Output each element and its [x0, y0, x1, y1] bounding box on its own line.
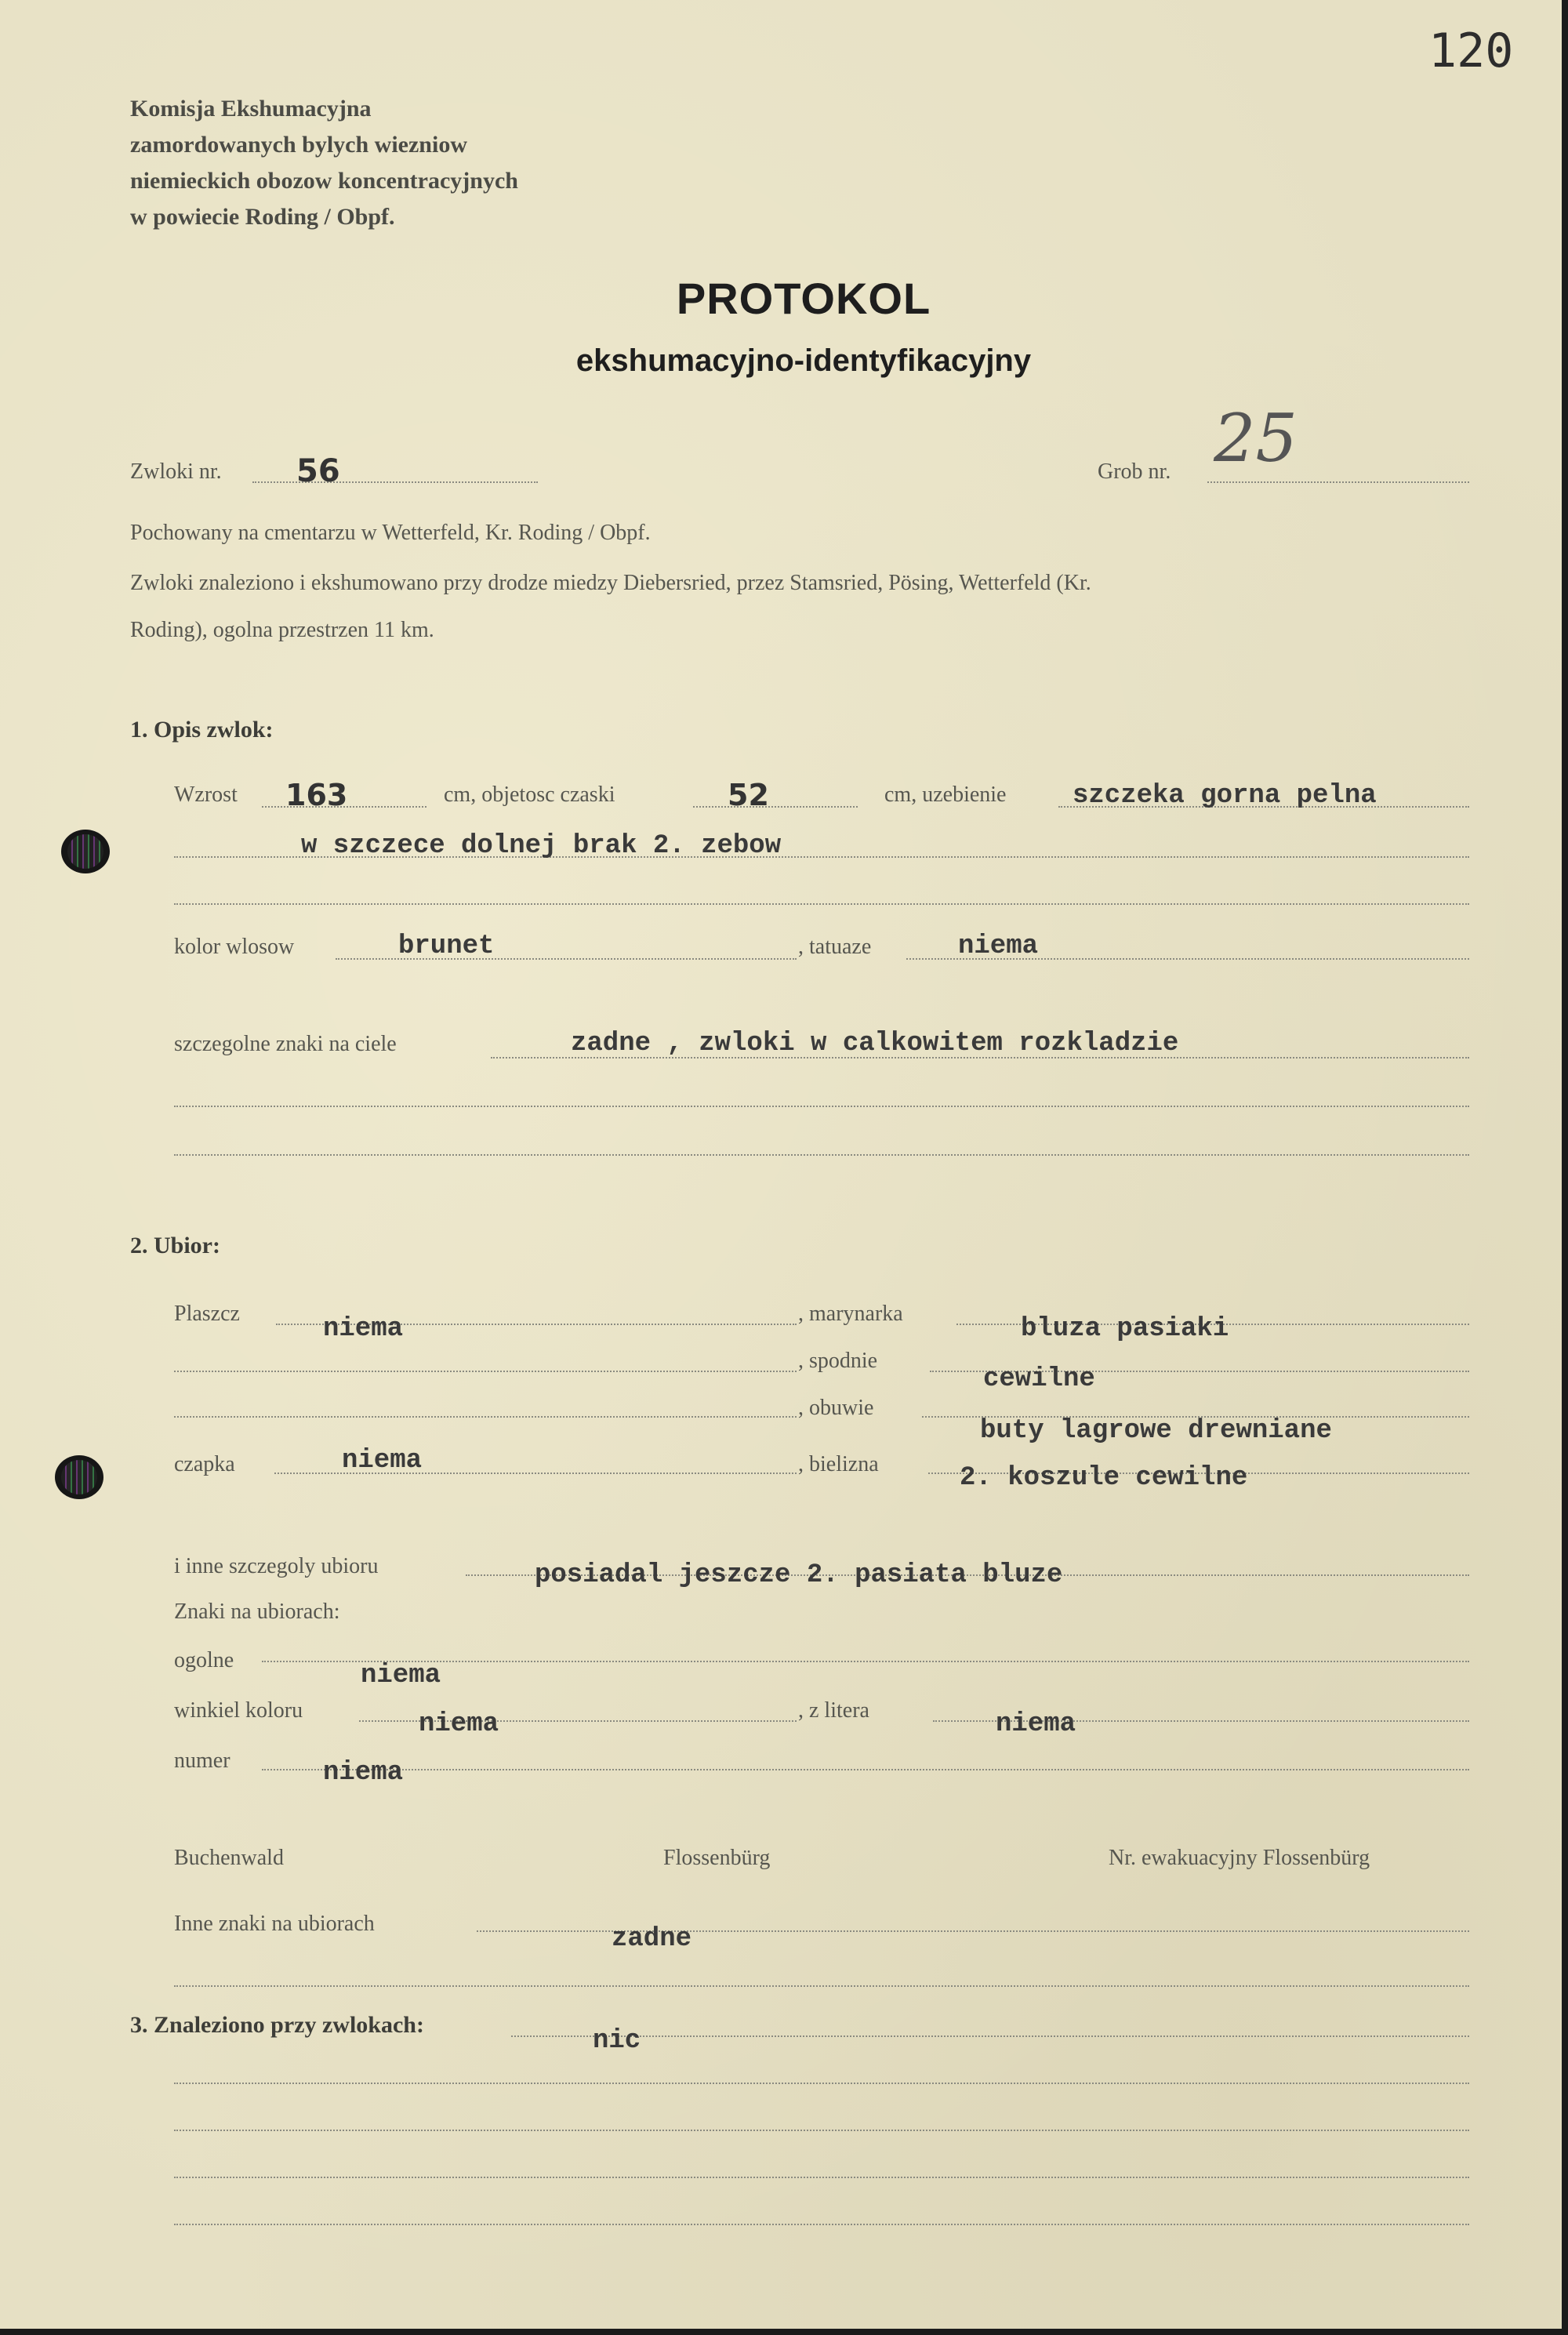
page-number: 120 [1428, 24, 1514, 78]
institution-line-1: Komisja Ekshumacyjna [130, 96, 372, 122]
znaki-value: zadne , zwloki w calkowitem rozkladzie [571, 1029, 1179, 1059]
czaski-label: cm, objetosc czaski [444, 783, 615, 807]
section-1-heading: 1. Opis zwlok: [130, 717, 274, 743]
czapka-label: czapka [174, 1452, 235, 1476]
uzebienie-value-1: szczeka gorna pelna [1073, 781, 1377, 811]
buchenwald-label: Buchenwald [174, 1846, 284, 1870]
czaski-dots [693, 806, 858, 808]
litera-label: , z litera [798, 1698, 869, 1723]
obuwie-value: buty lagrowe drewniane [980, 1416, 1332, 1446]
marynarka-value: bluza pasiaki [1021, 1314, 1229, 1344]
document-title: PROTOKOL [676, 274, 931, 323]
blank-line-6 [174, 2130, 1469, 2131]
section-3-dots [511, 2035, 1469, 2037]
obuwie-label: , obuwie [798, 1396, 874, 1420]
buried-line: Pochowany na cmentarzu w Wetterfeld, Kr. Roding / Obpf. [130, 521, 651, 545]
winkiel-label: winkiel koloru [174, 1698, 303, 1723]
numer-value: niema [323, 1758, 404, 1788]
ogolne-dots [262, 1661, 1469, 1662]
blank-line-1 [174, 903, 1469, 905]
znaki-heading: Znaki na ubiorach: [174, 1600, 340, 1624]
tatuaze-value: niema [958, 931, 1039, 961]
czapka-value: niema [342, 1446, 423, 1476]
czaski-value: 52 [728, 778, 769, 812]
found-line-1: Zwloki znaleziono i ekshumowano przy drodze miedzy Diebersried, przez Stamsried, Pösing, Wetterfeld (Kr. [130, 571, 1091, 595]
wzrost-label: Wzrost [174, 783, 238, 807]
section-3-value: nic [593, 2026, 641, 2056]
ogolne-label: ogolne [174, 1648, 234, 1672]
found-line-2: Roding), ogolna przestrzen 11 km. [130, 618, 434, 642]
spodnie-left-dots [174, 1371, 797, 1372]
tatuaze-label: , tatuaze [798, 935, 872, 959]
punch-hole-upper [61, 830, 110, 873]
spodnie-label: , spodnie [798, 1349, 878, 1373]
zwloki-value: 56 [296, 453, 340, 489]
section-2-heading: 2. Ubior: [130, 1233, 220, 1258]
litera-value: niema [996, 1709, 1076, 1739]
blank-line-4 [174, 1985, 1469, 1987]
inne-label: i inne szczegoly ubioru [174, 1554, 379, 1578]
blank-line-5 [174, 2083, 1469, 2084]
obuwie-left-dots [174, 1416, 797, 1418]
zwloki-dots [252, 481, 538, 483]
ogolne-value: niema [361, 1661, 441, 1690]
inne-znaki-value: zadne [612, 1924, 692, 1954]
bielizna-value: 2. koszule cewilne [960, 1463, 1248, 1493]
wzrost-value: 163 [285, 778, 348, 812]
winkiel-value: niema [419, 1709, 499, 1739]
document-subtitle: ekshumacyjno-identyfikacyjny [575, 343, 1032, 378]
uzebienie-value-2: w szczece dolnej brak 2. zebow [301, 831, 782, 861]
numer-label: numer [174, 1749, 230, 1773]
flossenburg-label: Flossenbürg [663, 1846, 771, 1870]
institution-line-4: w powiecie Roding / Obpf. [130, 204, 395, 230]
numer-dots [262, 1769, 1469, 1770]
spodnie-value: cewilne [983, 1364, 1095, 1394]
grob-value: 25 [1214, 400, 1298, 477]
kolor-label: kolor wlosow [174, 935, 295, 959]
grob-dots [1207, 481, 1469, 483]
blank-line-8 [174, 2224, 1469, 2225]
institution-line-3: niemieckich obozow koncentracyjnych [130, 168, 518, 194]
ewak-label: Nr. ewakuacyjny Flossenbürg [1109, 1846, 1370, 1870]
institution-line-2: zamordowanych bylych wiezniow [130, 132, 467, 158]
blank-line-2 [174, 1106, 1469, 1107]
zwloki-label: Zwloki nr. [130, 459, 222, 484]
uzebienie-label: cm, uzebienie [884, 783, 1007, 807]
inne-znaki-label: Inne znaki na ubiorach [174, 1912, 375, 1936]
bielizna-label: , bielizna [798, 1452, 879, 1476]
plaszcz-label: Plaszcz [174, 1302, 240, 1326]
blank-line-7 [174, 2177, 1469, 2178]
punch-hole-lower [55, 1455, 103, 1499]
kolor-value: brunet [398, 931, 495, 961]
section-3-heading: 3. Znaleziono przy zwlokach: [130, 2012, 424, 2038]
plaszcz-value: niema [323, 1314, 404, 1344]
inne-value: posiadal jeszcze 2. pasiata bluze [535, 1560, 1063, 1590]
grob-label: Grob nr. [1098, 459, 1171, 484]
znaki-label: szczegolne znaki na ciele [174, 1032, 397, 1056]
marynarka-label: , marynarka [798, 1302, 903, 1326]
blank-line-3 [174, 1154, 1469, 1156]
